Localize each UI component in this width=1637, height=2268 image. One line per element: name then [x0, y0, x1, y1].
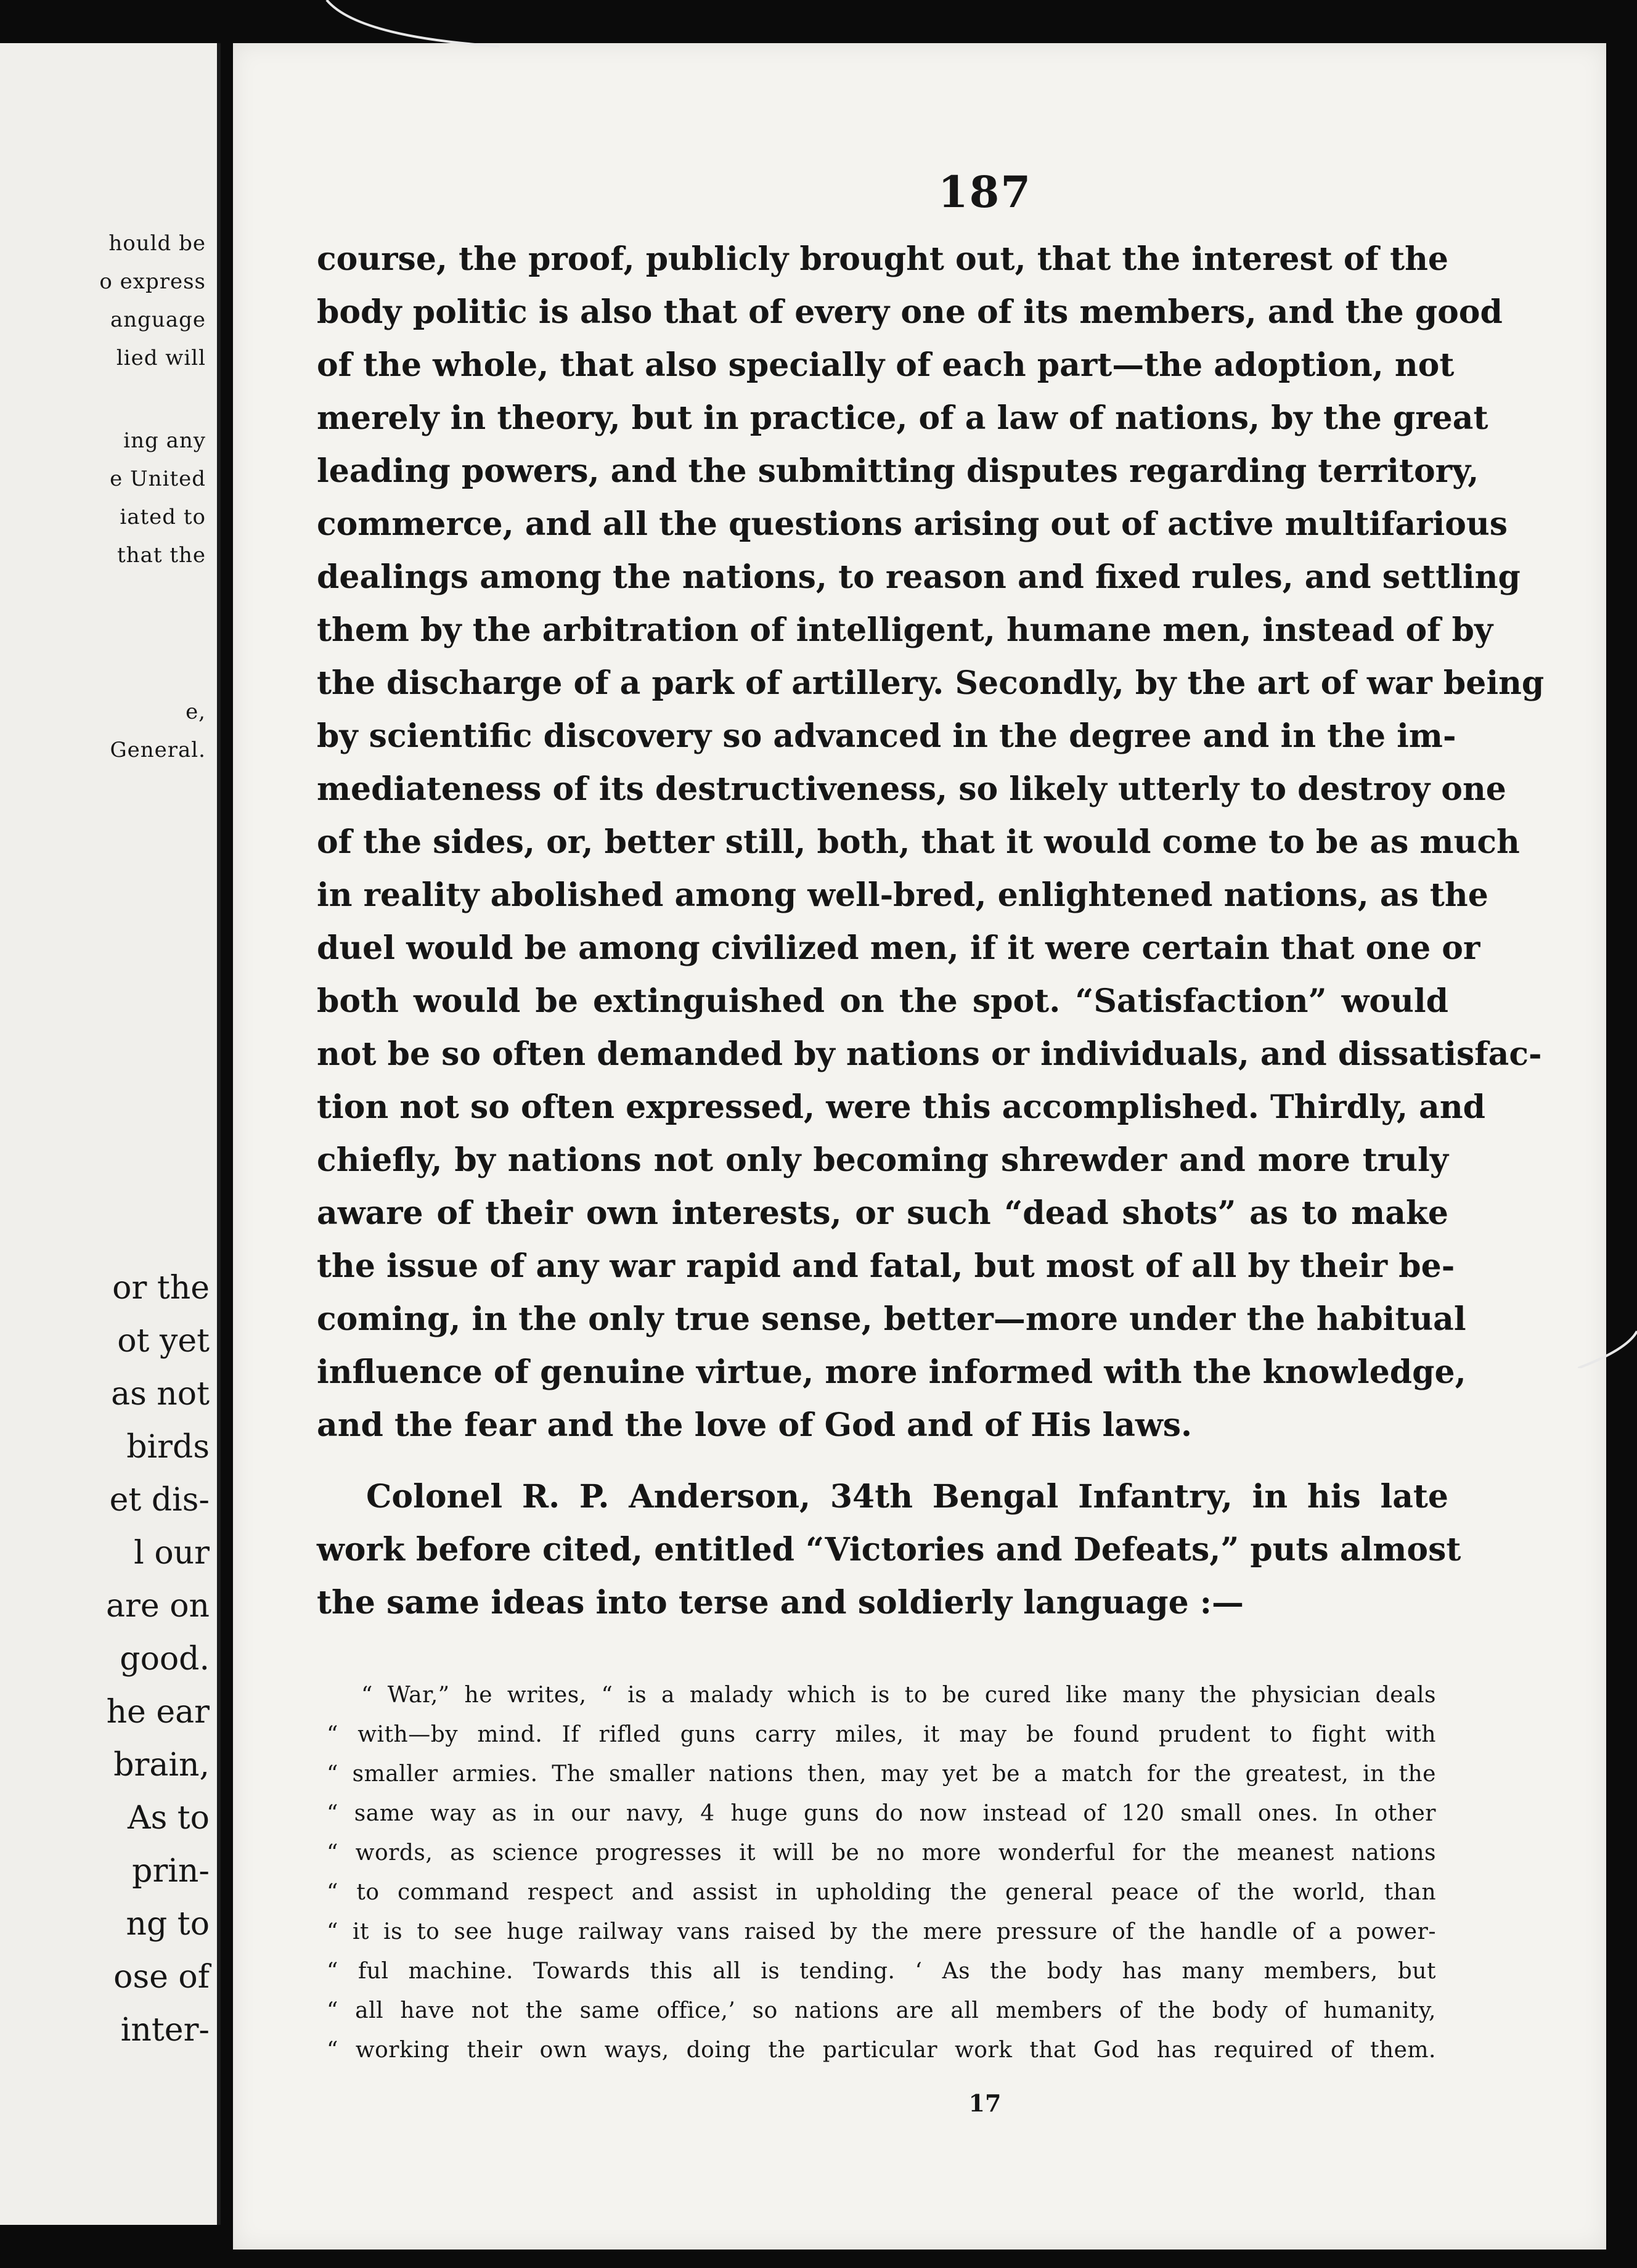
body-line: chiefly, by nations not only becoming shrewder and more truly	[317, 1141, 1448, 1179]
facing-line: he ear	[106, 1694, 210, 1731]
body-line: in reality abolished among well-bred, enlightened nations, as the	[317, 876, 1488, 914]
body-line: not be so often demanded by nations or individuals, and dissatisfac-	[317, 1035, 1542, 1073]
quote-line: “ with—by mind. If rifled guns carry miles, it may be found prudent to fight with	[327, 1722, 1436, 1747]
body-line: merely in theory, but in practice, of a law of nations, by the great	[317, 399, 1488, 437]
body-line: work before cited, entitled “Victories and Defeats,” puts almost	[317, 1531, 1461, 1568]
body-line: aware of their own interests, or such “dead shots” as to make	[317, 1194, 1448, 1232]
body-line: the same ideas into terse and soldierly language :—	[317, 1584, 1244, 1621]
facing-line: as not	[111, 1376, 210, 1413]
body-line: the issue of any war rapid and fatal, but most of all by their be-	[317, 1247, 1455, 1285]
body-line: commerce, and all the questions arising out of active multifarious	[317, 505, 1508, 543]
body-line: coming, in the only true sense, better—more under the habitual	[317, 1300, 1466, 1338]
facing-line: brain,	[113, 1747, 210, 1784]
signature-mark: 17	[968, 2089, 1002, 2117]
body-line: them by the arbitration of intelligent, humane men, instead of by	[317, 611, 1493, 649]
body-line: leading powers, and the submitting disputes regarding territory,	[317, 452, 1479, 490]
facing-line: good.	[120, 1641, 210, 1678]
facing-line: et dis-	[109, 1482, 210, 1519]
facing-line: birds	[126, 1429, 210, 1466]
quote-line: “ words, as science progresses it will be no more wonderful for the meanest nations	[327, 1840, 1436, 1866]
facing-line: e,	[186, 700, 206, 724]
body-line: Colonel R. P. Anderson, 34th Bengal Infantry, in his late	[366, 1478, 1448, 1515]
facing-line: l our	[134, 1535, 210, 1572]
facing-line: anguage	[110, 308, 206, 332]
quote-line: “ all have not the same office,’ so nations are all members of the body of humanity,	[327, 1998, 1436, 2023]
quote-line: “ ful machine. Towards this all is tending. ‘ As the body has many members, but	[327, 1959, 1436, 1984]
facing-line: are on	[106, 1588, 210, 1625]
facing-line: o express	[99, 269, 206, 294]
facing-line: or the	[112, 1270, 210, 1307]
facing-line: that the	[117, 543, 206, 568]
body-line: course, the proof, publicly brought out, that the interest of the	[317, 240, 1448, 278]
facing-line: lied will	[116, 346, 206, 370]
scan-artifact-arc-right	[1578, 1257, 1637, 1368]
facing-line: inter-	[120, 2012, 210, 2049]
facing-line: prin-	[132, 1853, 210, 1890]
body-line: of the sides, or, better still, both, that it would come to be as much	[317, 823, 1520, 861]
body-line: and the fear and the love of God and of His laws.	[317, 1406, 1193, 1444]
quote-line: “ same way as in our navy, 4 huge guns do now instead of 120 small ones. In other	[327, 1801, 1436, 1826]
facing-line: iated to	[120, 505, 206, 529]
quote-line: “ to command respect and assist in upholding the general peace of the world, than	[327, 1880, 1436, 1905]
body-line: dealings among the nations, to reason and fixed rules, and settling	[317, 558, 1521, 596]
body-line: the discharge of a park of artillery. Secondly, by the art of war being	[317, 664, 1545, 702]
body-line: influence of genuine virtue, more informed with the knowledge,	[317, 1353, 1466, 1391]
facing-line: hould be	[108, 231, 206, 256]
quote-line: “ War,” he writes, “ is a malady which is to be cured like many the physician deals	[361, 1683, 1436, 1708]
quote-line: “ working their own ways, doing the particular work that God has required of them.	[327, 2038, 1436, 2063]
document-page	[233, 43, 1606, 2250]
facing-line: ot yet	[117, 1323, 210, 1360]
body-line: tion not so often expressed, were this accomplished. Thirdly, and	[317, 1088, 1486, 1126]
page-number: 187	[937, 166, 1032, 218]
facing-line: e United	[110, 467, 206, 491]
facing-line: ng to	[126, 1906, 210, 1943]
body-line: duel would be among civilized men, if it were certain that one or	[317, 929, 1480, 967]
scan-artifact-arc-top	[320, 0, 505, 49]
facing-line: ose of	[113, 1959, 210, 1996]
quote-line: “ it is to see huge railway vans raised by the mere pressure of the handle of a power-	[327, 1919, 1436, 1944]
body-line: of the whole, that also specially of each part—the adoption, not	[317, 346, 1455, 384]
body-line: body politic is also that of every one of its members, and the good	[317, 293, 1503, 331]
facing-page-edge	[0, 43, 221, 2225]
body-line: mediateness of its destructiveness, so likely utterly to destroy one	[317, 770, 1506, 808]
facing-line: ing any	[123, 428, 206, 453]
quote-line: “ smaller armies. The smaller nations then, may yet be a match for the greatest, in the	[327, 1761, 1436, 1787]
facing-line: General.	[110, 738, 206, 762]
body-line: both would be extinguished on the spot. “Satisfaction” would	[317, 982, 1448, 1020]
facing-line: As to	[128, 1800, 210, 1837]
body-line: by scientific discovery so advanced in the degree and in the im-	[317, 717, 1456, 755]
